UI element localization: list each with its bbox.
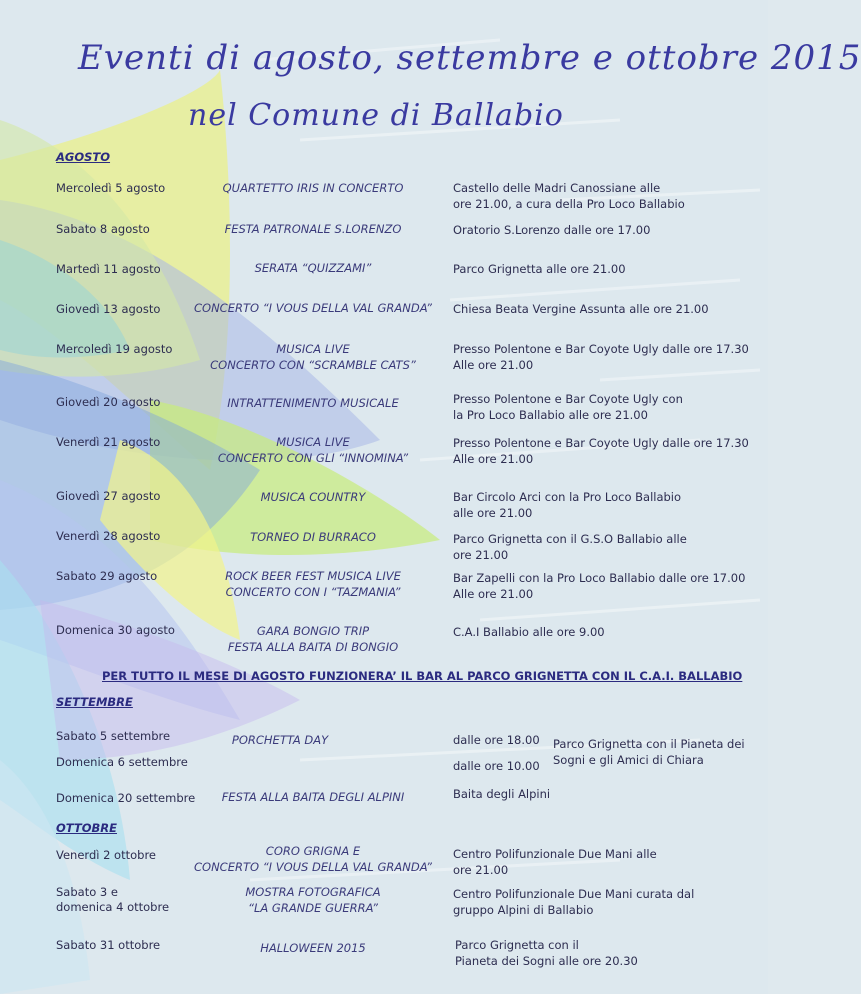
event-title: FESTA PATRONALE S.LORENZO <box>224 222 402 236</box>
event-location: gruppo Alpini di Ballabio <box>453 903 594 917</box>
event-location: Centro Polifunzionale Due Mani curata dal <box>453 887 695 901</box>
event-location: ore 21.00 <box>453 863 509 877</box>
event-date: domenica 4 ottobre <box>56 900 170 914</box>
event-date: Domenica 30 agosto <box>56 623 175 637</box>
event-location: Pianeta dei Sogni alle ore 20.30 <box>455 954 638 968</box>
event-title: “LA GRANDE GUERRA” <box>248 901 378 915</box>
event-date: Venerdì 28 agosto <box>56 529 161 543</box>
event-location: Presso Polentone e Bar Coyote Ugly dalle ore 17.30 <box>453 436 749 450</box>
event-title: GARA BONGIO TRIP <box>256 624 370 638</box>
event-date: Sabato 31 ottobre <box>56 938 161 952</box>
event-title: QUARTETTO IRIS IN CONCERTO <box>222 181 404 195</box>
event-location: Centro Polifunzionale Due Mani alle <box>453 847 657 861</box>
event-location: Chiesa Beata Vergine Assunta alle ore 21.00 <box>453 302 709 316</box>
event-title: INTRATTENIMENTO MUSICALE <box>227 396 399 410</box>
agosto-note: PER TUTTO IL MESE DI AGOSTO FUNZIONERA’ IL BAR AL PARCO GRIGNETTA CON IL C.A.I. BALLABIO <box>102 669 743 683</box>
event-location: Baita degli Alpini <box>453 787 551 801</box>
event-location: Oratorio S.Lorenzo dalle ore 17.00 <box>453 223 651 237</box>
event-location: Parco Grignetta con il G.S.O Ballabio alle <box>453 532 687 546</box>
event-date: Sabato 5 settembre <box>56 729 171 743</box>
event-location: Bar Circolo Arci con la Pro Loco Ballabio <box>453 490 682 504</box>
event-title: ROCK BEER FEST MUSICA LIVE <box>225 569 401 583</box>
event-location: Presso Polentone e Bar Coyote Ugly dalle ore 17.30 <box>453 342 749 356</box>
event-title: CONCERTO CON “SCRAMBLE CATS” <box>210 358 416 372</box>
event-location: Parco Grignetta con il Pianeta dei <box>553 737 745 751</box>
event-title: MOSTRA FOTOGRAFICA <box>245 885 381 899</box>
event-location: Alle ore 21.00 <box>453 358 534 372</box>
event-location: ore 21.00, a cura della Pro Loco Ballabio <box>453 197 685 211</box>
event-title: MUSICA COUNTRY <box>260 490 366 504</box>
section-heading-settembre: SETTEMBRE <box>56 695 133 709</box>
event-location: Alle ore 21.00 <box>453 587 534 601</box>
event-location: Parco Grignetta con il <box>455 938 579 952</box>
event-title: FESTA ALLA BAITA DI BONGIO <box>227 640 399 654</box>
event-title: MUSICA LIVE <box>276 435 350 449</box>
event-date: Mercoledì 19 agosto <box>56 342 173 356</box>
event-location: ore 21.00 <box>453 548 509 562</box>
event-title: CONCERTO “I VOUS DELLA VAL GRANDA” <box>194 860 432 874</box>
event-date: Giovedì 20 agosto <box>56 395 161 409</box>
event-location: Sogni e gli Amici di Chiara <box>553 753 704 767</box>
event-date: Venerdì 2 ottobre <box>56 848 157 862</box>
event-title: CONCERTO “I VOUS DELLA VAL GRANDA” <box>194 301 432 315</box>
event-title: SERATA “QUIZZAMI” <box>254 261 372 275</box>
event-date: Giovedì 27 agosto <box>56 489 161 503</box>
event-date: Domenica 6 settembre <box>56 755 188 769</box>
event-date: Martedì 11 agosto <box>56 262 161 276</box>
event-location: la Pro Loco Ballabio alle ore 21.00 <box>453 408 648 422</box>
event-location: Alle ore 21.00 <box>453 452 534 466</box>
page-title: Eventi di agosto, settembre e ottobre 2015 <box>78 38 861 78</box>
event-title: HALLOWEEN 2015 <box>260 941 366 955</box>
event-date: Domenica 20 settembre <box>56 791 196 805</box>
event-date: Venerdì 21 agosto <box>56 435 161 449</box>
event-date: Sabato 8 agosto <box>56 222 150 236</box>
section-heading-ottobre: OTTOBRE <box>56 821 117 835</box>
event-location: Presso Polentone e Bar Coyote Ugly con <box>453 392 683 406</box>
event-date: Mercoledì 5 agosto <box>56 181 166 195</box>
event-location: Parco Grignetta alle ore 21.00 <box>453 262 626 276</box>
event-location: alle ore 21.00 <box>453 506 533 520</box>
event-title: CORO GRIGNA E <box>265 844 361 858</box>
event-title: PORCHETTA DAY <box>231 733 329 747</box>
page-subtitle: nel Comune di Ballabio <box>188 98 564 133</box>
event-time: dalle ore 18.00 <box>453 733 540 747</box>
event-title: CONCERTO CON GLI “INNOMINA” <box>217 451 409 465</box>
event-date: Sabato 3 e <box>56 885 118 899</box>
event-location: Castello delle Madri Canossiane alle <box>453 181 661 195</box>
event-location: C.A.I Ballabio alle ore 9.00 <box>453 625 605 639</box>
section-heading-agosto: AGOSTO <box>56 150 111 164</box>
event-time: dalle ore 10.00 <box>453 759 540 773</box>
event-title: CONCERTO CON I “TAZMANIA” <box>225 585 401 599</box>
event-date: Giovedì 13 agosto <box>56 302 161 316</box>
event-date: Sabato 29 agosto <box>56 569 158 583</box>
event-title: TORNEO DI BURRACO <box>250 530 376 544</box>
event-title: MUSICA LIVE <box>276 342 350 356</box>
event-title: FESTA ALLA BAITA DEGLI ALPINI <box>221 790 405 804</box>
event-location: Bar Zapelli con la Pro Loco Ballabio dalle ore 17.00 <box>453 571 746 585</box>
